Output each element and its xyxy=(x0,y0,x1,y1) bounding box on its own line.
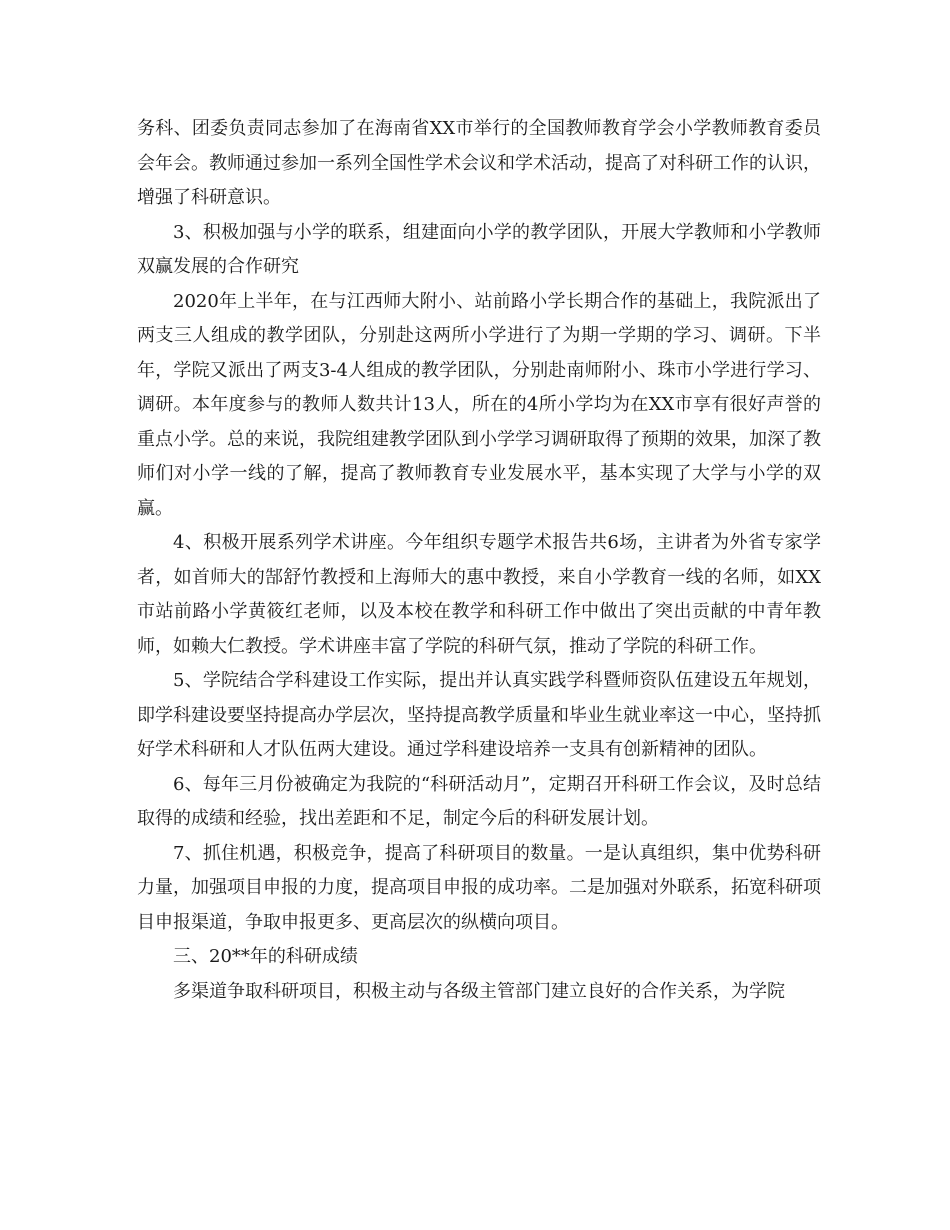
paragraph-continued: 务科、团委负责同志参加了在海南省XX市举行的全国教师教育学会小学教师教育委员会年会。教师通过参加一系列全国性学术会议和学术活动，提高了对科研工作的认识，增强了科研意识。 xyxy=(137,118,821,208)
paragraph-item-5: 5、学院结合学科建设工作实际，提出并认真实践学科暨师资队伍建设五年规划，即学科建设要坚持提高办学层次，坚持提高教学质量和毕业生就业率这一中心，坚持抓好学术科研和人才队伍两大建设。通过学科建设培养一支具有创新精神的团队。 xyxy=(137,670,821,760)
paragraph-research-projects: 多渠道争取科研项目，积极主动与各级主管部门建立良好的合作关系，为学院 xyxy=(173,980,785,1002)
paragraph-item-4: 4、积极开展系列学术讲座。今年组织专题学术报告共6场，主讲者为外省专家学者，如首师大的郜舒竹教授和上海师大的惠中教授，来自小学教育一线的名师，如XX市站前路小学黄筱红老师，以及本校在教学和科研工作中做出了突出贡献的中青年教师，如赖大仁教授。学术讲座丰富了学院的科研气氛，推动了学院的科研工作。 xyxy=(137,532,821,657)
paragraph-item-3: 3、积极加强与小学的联系，组建面向小学的教学团队，开展大学教师和小学教师双赢发展的合作研究 xyxy=(137,221,821,277)
document-body xyxy=(137,112,821,1009)
section-heading: 三、20**年的科研成绩 xyxy=(173,946,358,967)
paragraph-item-7: 7、抓住机遇，积极竞争，提高了科研项目的数量。一是认真组织，集中优势科研力量，加强项目申报的力度，提高项目申报的成功率。二是加强对外联系，拓宽科研项目申报渠道，争取申报更多、更高层次的纵横向项目。 xyxy=(137,842,821,933)
paragraph-item-6: 6、每年三月份被确定为我院的“科研活动月”，定期召开科研工作会议，及时总结取得的成绩和经验，找出差距和不足，制定今后的科研发展计划。 xyxy=(137,773,821,829)
paragraph-teaching-teams: 2020年上半年，在与江西师大附小、站前路小学长期合作的基础上，我院派出了两支三人组成的教学团队，分别赴这两所小学进行了为期一学期的学习、调研。下半年，学院又派出了两支3-4人组成的教学团队，分别赴南师附小、珠市小学进行学习、调研。本年度参与的教师人数共计13人，所在的4所小学均为在XX市享有很好声誉的重点小学。总的来说，我院组建教学团队到小学学习调研取得了预期的效果，加深了教师们对小学一线的了解，提高了教师教育专业发展水平，基本实现了大学与小学的双赢。 xyxy=(137,290,821,519)
